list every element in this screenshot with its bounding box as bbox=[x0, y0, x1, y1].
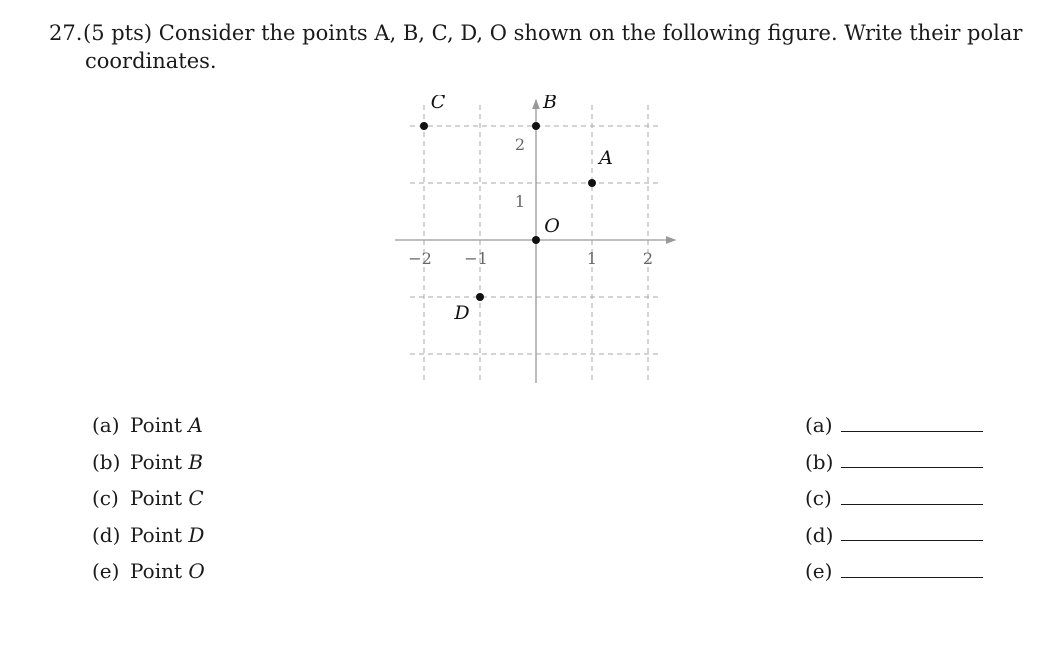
x-tick-label: −1 bbox=[464, 249, 488, 268]
answer-blank-c[interactable] bbox=[841, 504, 983, 505]
answer-b: (b) bbox=[805, 444, 983, 481]
answer-blank-d[interactable] bbox=[841, 540, 983, 541]
answer-blank-b[interactable] bbox=[841, 467, 983, 468]
answer-blanks bbox=[805, 407, 983, 590]
x-tick-label: 1 bbox=[586, 249, 598, 268]
problem-statement bbox=[49, 19, 1023, 75]
problem-line-1 bbox=[49, 19, 1023, 47]
part-b: (b) Point B bbox=[92, 449, 204, 474]
point-a-marker bbox=[588, 179, 596, 187]
coordinate-figure bbox=[390, 95, 690, 390]
part-d: (d) Point D bbox=[92, 522, 205, 547]
point-c-marker bbox=[420, 122, 428, 130]
parts-list bbox=[92, 407, 205, 590]
y-tick-label: 2 bbox=[514, 135, 526, 154]
point-a-label: A bbox=[599, 147, 613, 169]
answer-blank-e[interactable] bbox=[841, 577, 983, 578]
point-d-marker bbox=[476, 293, 484, 301]
x-tick-label: −2 bbox=[408, 249, 432, 268]
point-d-label: D bbox=[454, 302, 470, 324]
point-o-marker bbox=[532, 236, 540, 244]
point-b-marker bbox=[532, 122, 540, 130]
problem-line-2: coordinates. bbox=[85, 49, 217, 73]
y-tick-label: 1 bbox=[514, 192, 526, 211]
part-e: (e) Point O bbox=[92, 559, 205, 583]
answer-c: (c) bbox=[805, 480, 983, 517]
answer-d: (d) bbox=[805, 517, 983, 554]
part-a: (a) Point A bbox=[92, 413, 203, 437]
x-tick-label: 2 bbox=[642, 249, 654, 268]
part-c: (c) Point C bbox=[92, 486, 204, 510]
point-c-label: C bbox=[430, 95, 446, 113]
answer-e: (e) bbox=[805, 553, 983, 590]
answer-a: (a) bbox=[805, 407, 983, 444]
point-o-label: O bbox=[544, 215, 560, 237]
problem-text: (5 pts) Consider the points A, B, C, D, O shown on the following figure. Write their polar bbox=[83, 21, 1023, 45]
problem-number: 27. bbox=[49, 21, 83, 45]
point-b-label: B bbox=[543, 95, 557, 113]
answer-blank-a[interactable] bbox=[841, 431, 983, 432]
